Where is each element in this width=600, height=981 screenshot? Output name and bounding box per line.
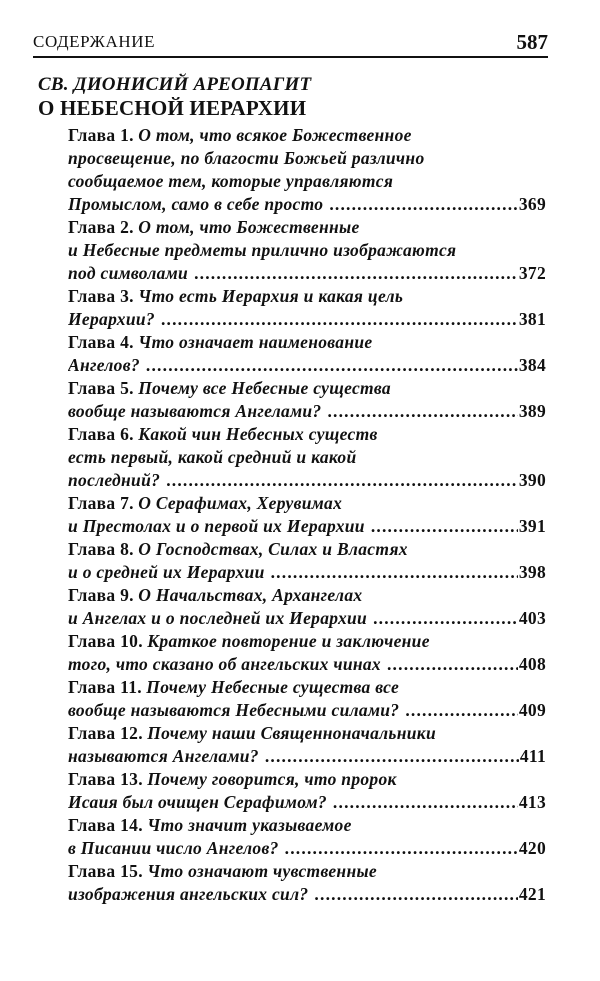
chapter-label: Глава 9. — [68, 585, 134, 605]
toc-entry — [68, 768, 546, 814]
chapter-title-line: Почему все Небесные существа — [138, 378, 391, 398]
toc-entry-line — [68, 147, 546, 170]
chapter-title-line: и Ангелах и о последней их Иерархии — [68, 608, 368, 628]
chapter-title-line: Почему говорится, что пророк — [147, 769, 397, 789]
chapter-title-line: последний? — [68, 470, 161, 490]
dot-leader — [146, 354, 518, 377]
toc-entry-line — [68, 584, 546, 607]
page-number: 587 — [516, 30, 548, 54]
toc-entry-last-line — [68, 883, 546, 906]
toc-entry-line — [68, 377, 546, 400]
dot-leader — [371, 515, 518, 538]
toc-entry-last-line — [68, 607, 546, 630]
toc-page-number: 408 — [518, 654, 546, 674]
chapter-label: Глава 2. — [68, 217, 134, 237]
chapter-title-line: Ангелов? — [68, 355, 140, 375]
chapter-title-line: Что значит указываемое — [147, 815, 352, 835]
chapter-label: Глава 5. — [68, 378, 134, 398]
toc-page-number: 381 — [518, 309, 546, 329]
chapter-title-line: О Серафимах, Херувимах — [138, 493, 343, 513]
chapter-label: Глава 6. — [68, 424, 134, 444]
chapter-title-line: и о средней их Иерархии — [68, 562, 265, 582]
chapter-label: Глава 11. — [68, 677, 142, 697]
toc-entry — [68, 492, 546, 538]
chapter-title-line: Исаия был очищен Серафимом? — [68, 792, 327, 812]
chapter-label: Глава 1. — [68, 125, 134, 145]
toc-entry — [68, 423, 546, 492]
toc-page-number: 391 — [518, 516, 546, 536]
chapter-title-line: О Начальствах, Архангелах — [138, 585, 363, 605]
chapter-title-line: под символами — [68, 263, 189, 283]
dot-leader — [329, 193, 518, 216]
running-title: СОДЕРЖАНИЕ — [33, 32, 156, 51]
chapter-label: Глава 8. — [68, 539, 134, 559]
toc-entry-line — [68, 170, 546, 193]
chapter-title-line: Почему наши Священноначальники — [147, 723, 436, 743]
chapter-label: Глава 15. — [68, 861, 143, 881]
chapter-title-line: О том, что всякое Божественное — [138, 125, 412, 145]
dot-leader — [285, 837, 518, 860]
toc-entry-line — [68, 768, 546, 791]
toc-entry-line — [68, 446, 546, 469]
toc-page-number: 403 — [518, 608, 546, 628]
toc-entry-line — [68, 492, 546, 515]
chapter-title-line: просвещение, по благости Божьей различно — [68, 148, 425, 168]
toc-entry — [68, 630, 546, 676]
toc-entry-last-line — [68, 515, 546, 538]
chapter-title-line: Краткое повторение и заключение — [147, 631, 430, 651]
chapter-title-line: того, что сказано об ангельских чинах — [68, 654, 381, 674]
dot-leader — [194, 262, 518, 285]
chapter-label: Глава 14. — [68, 815, 143, 835]
toc-entry-line — [68, 331, 546, 354]
toc-entry — [68, 584, 546, 630]
chapter-title-line: О том, что Божественные — [138, 217, 360, 237]
chapter-title-line: в Писании число Ангелов? — [68, 838, 279, 858]
toc-entry — [68, 676, 546, 722]
toc-page-number: 398 — [518, 562, 546, 582]
dot-leader — [271, 561, 518, 584]
chapter-title-line: Промыслом, само в себе просто — [68, 194, 324, 214]
toc-entry-last-line — [68, 262, 546, 285]
toc-entry-last-line — [68, 653, 546, 676]
toc-entry — [68, 538, 546, 584]
toc-page-number: 372 — [518, 263, 546, 283]
dot-leader — [166, 469, 518, 492]
toc-entry-line — [68, 860, 546, 883]
chapter-title-line: Что означает наименование — [138, 332, 373, 352]
toc-entry-last-line — [68, 193, 546, 216]
toc-page-number: 420 — [518, 838, 546, 858]
toc-entry — [68, 722, 546, 768]
section-title: О НЕБЕСНОЙ ИЕРАРХИИ — [38, 96, 307, 120]
dot-leader — [373, 607, 518, 630]
chapter-title-line: есть первый, какой средний и какой — [68, 447, 357, 467]
chapter-label: Глава 3. — [68, 286, 134, 306]
chapter-title-line: Что означают чувственные — [147, 861, 377, 881]
chapter-title-line: О Господствах, Силах и Властях — [138, 539, 408, 559]
toc-page-number: 369 — [518, 194, 546, 214]
chapter-title-line: вообще называются Ангелами? — [68, 401, 322, 421]
chapter-label: Глава 10. — [68, 631, 143, 651]
toc-entry-line — [68, 239, 546, 262]
dot-leader — [405, 699, 518, 722]
toc-entry — [68, 860, 546, 906]
toc-entry-last-line — [68, 561, 546, 584]
toc-page-number: 421 — [518, 884, 546, 904]
chapter-title-line: Иерархии? — [68, 309, 155, 329]
section-author: СВ. ДИОНИСИЙ АРЕОПАГИТ — [38, 74, 312, 95]
toc-page-number: 389 — [518, 401, 546, 421]
toc-entry-line — [68, 285, 546, 308]
chapter-title-line: Что есть Иерархия и какая цель — [138, 286, 404, 306]
chapter-title-line: изображения ангельских сил? — [68, 884, 309, 904]
toc-entry — [68, 814, 546, 860]
chapter-title-line: Какой чин Небесных существ — [138, 424, 378, 444]
toc-entry-line — [68, 423, 546, 446]
toc-page-number: 413 — [518, 792, 546, 812]
chapter-title-line: и Небесные предметы прилично изображаются — [68, 240, 457, 260]
chapter-title-line: и Престолах и о первой их Иерархии — [68, 516, 365, 536]
toc-entry-last-line — [68, 400, 546, 423]
dot-leader — [387, 653, 518, 676]
dot-leader — [265, 745, 519, 768]
toc-entry — [68, 331, 546, 377]
chapter-title-line: Почему Небесные существа все — [146, 677, 400, 697]
toc-page-number: 384 — [518, 355, 546, 375]
toc-entry-line — [68, 676, 546, 699]
toc-entry-last-line — [68, 308, 546, 331]
toc-entry-line — [68, 216, 546, 239]
toc-entry-last-line — [68, 699, 546, 722]
toc-entry-last-line — [68, 469, 546, 492]
toc-entry-last-line — [68, 745, 546, 768]
chapter-label: Глава 13. — [68, 769, 143, 789]
toc-entry — [68, 124, 546, 216]
toc-page-number: 409 — [518, 700, 546, 720]
toc-entry — [68, 285, 546, 331]
toc-entry-line — [68, 814, 546, 837]
toc-entry-line — [68, 630, 546, 653]
toc-page-number: 411 — [519, 746, 546, 766]
chapter-label: Глава 4. — [68, 332, 134, 352]
dot-leader — [314, 883, 517, 906]
chapter-title-line: называются Ангелами? — [68, 746, 259, 766]
toc-page-number: 390 — [518, 470, 546, 490]
dot-leader — [327, 400, 517, 423]
chapter-label: Глава 7. — [68, 493, 134, 513]
toc-entry-line — [68, 124, 546, 147]
toc-entry-line — [68, 722, 546, 745]
chapter-title-line: сообщаемое тем, которые управляются — [68, 171, 394, 191]
table-of-contents — [68, 124, 546, 906]
toc-entry — [68, 216, 546, 285]
dot-leader — [333, 791, 518, 814]
chapter-label: Глава 12. — [68, 723, 143, 743]
toc-entry — [68, 377, 546, 423]
running-header — [33, 30, 548, 58]
toc-entry-last-line — [68, 837, 546, 860]
chapter-title-line: вообще называются Небесными силами? — [68, 700, 400, 720]
dot-leader — [161, 308, 518, 331]
toc-entry-last-line — [68, 791, 546, 814]
toc-entry-line — [68, 538, 546, 561]
toc-entry-last-line — [68, 354, 546, 377]
